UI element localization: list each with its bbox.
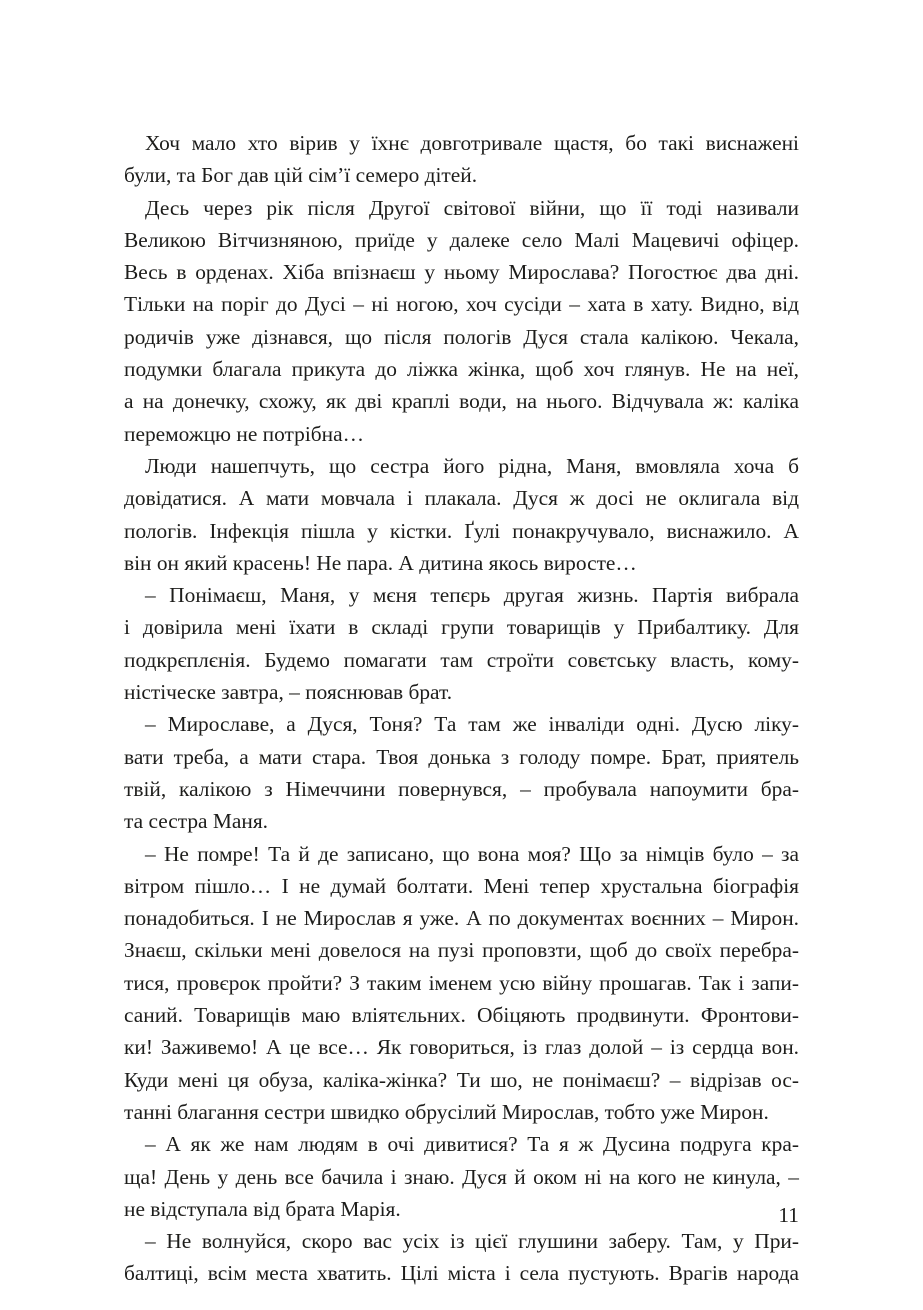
text-line: – Понімаєш, Маня, у мєня тепєрь другая жизнь. Партія вибрала	[145, 583, 799, 608]
text-line: вітром пішло… І не думай болтати. Мені тепер хрустальна біографія	[124, 873, 799, 898]
text-line: Тільки на поріг до Дусі – ні ногою, хоч сусіди – хата в хату. Видно, від	[124, 292, 799, 317]
text-line: він он який красень! Не пара. А дитина якось виросте…	[124, 550, 637, 575]
text-line: Хоч мало хто вірив у їхнє довготривале щастя, бо такі виснажені	[145, 131, 799, 155]
text-line: – А як же нам людям в очі дивитися? Та я ж Дусина подруга кра-	[145, 1132, 799, 1157]
text-line: ністіческе завтра, – пояснював брат.	[124, 680, 453, 705]
text-line: та сестра Маня.	[124, 809, 269, 834]
text-line: не відступала від брата Марія.	[124, 1196, 401, 1221]
page-number: 11	[778, 1203, 799, 1227]
text-line: ща! День у день все бачила і знаю. Дуся й оком ні на кого не кинула, –	[124, 1164, 799, 1189]
text-line: саний. Товарищів маю вліятєльних. Обіцяють продвинути. Фронтови-	[124, 1003, 799, 1028]
text-line: твій, калікою з Німеччини повернувся, – пробувала напоумити бра-	[124, 776, 799, 801]
text-line: і довірила мені їхати в складі групи товарищів у Прибалтику. Для	[124, 615, 799, 640]
text-line: подкрєплєнія. Будемо помагати там строїти совєтську власть, кому-	[124, 647, 799, 672]
text-line: Великою Вітчизняною, приїде у далеке село Малі Мацевичі офіцер.	[124, 227, 799, 252]
text-line: Десь через рік після Другої світової війни, що її тоді називали	[145, 195, 799, 220]
text-line: танні благання сестри швидко обрусілий Мирослав, тобто уже Мирон.	[124, 1099, 769, 1124]
text-line: вати треба, а мати стара. Твоя донька з голоду помре. Брат, приятель	[124, 744, 799, 769]
text-line: ки! Заживемо! А це все… Як говориться, із глаз долой – із сердца вон.	[124, 1035, 799, 1060]
text-line: пологів. Інфекція пішла у кістки. Ґулі понакручувало, виснажило. А	[124, 518, 799, 543]
text-line: Знаєш, скільки мені довелося на пузі проповзти, щоб до своїх перебра-	[124, 938, 799, 963]
text-line: Весь в орденах. Хіба впізнаєш у ньому Мирослава? Погостює два дні.	[124, 260, 799, 285]
text-line: а на донечку, схожу, як дві краплі води, на нього. Відчувала ж: каліка	[124, 389, 799, 414]
text-line: балтиці, всім места хватить. Цілі міста і села пустують. Врагів народа	[124, 1261, 799, 1286]
text-line: переможцю не потрібна…	[124, 421, 364, 446]
text-line: Люди нашепчуть, що сестра його рідна, Маня, вмовляла хоча б	[145, 453, 799, 478]
text-line: – Не волнуйся, скоро вас усіх із цієї глушини заберу. Там, у При-	[145, 1229, 799, 1254]
text-line: – Не помре! Та й де записано, що вона моя? Що за німців було – за	[145, 841, 799, 866]
text-line: подумки благала прикута до ліжка жінка, щоб хоч глянув. Не на неї,	[124, 357, 799, 382]
body-text	[124, 127, 799, 1290]
text-line: довідатися. А мати мовчала і плакала. Дуся ж досі не оклигала від	[124, 486, 799, 511]
text-line: – Мирославе, а Дуся, Тоня? Та там же інваліди одні. Дусю ліку-	[145, 712, 799, 737]
text-line: родичів уже дізнався, що після пологів Дуся стала калікою. Чекала,	[124, 324, 799, 349]
text-line: понадобиться. І не Мирослав я уже. А по документах воєнних – Мирон.	[124, 906, 799, 931]
text-line: тися, провєрок пройти? З таким іменем усю війну прошагав. Так і запи-	[124, 970, 799, 995]
text-line: були, та Бог дав цій сім’ї семеро дітей.	[124, 163, 478, 188]
text-line: Куди мені ця обуза, каліка-жінка? Ти шо, не понімаєш? – відрізав ос-	[124, 1067, 799, 1092]
